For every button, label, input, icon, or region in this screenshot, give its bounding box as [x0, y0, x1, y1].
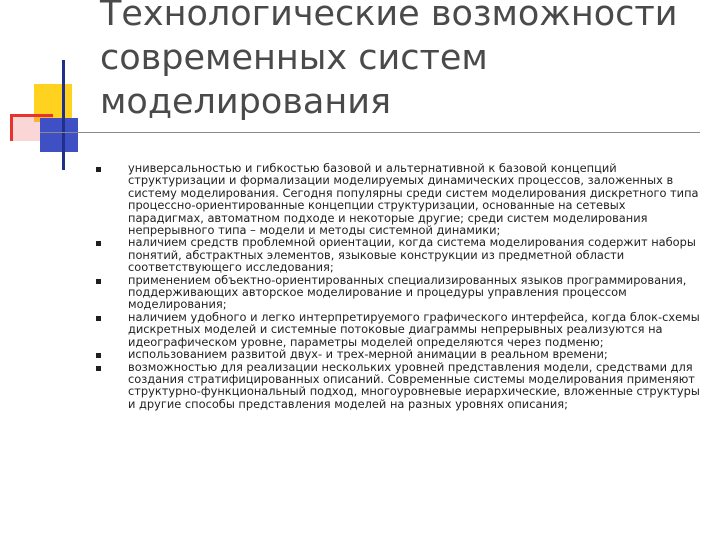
bullet-square-icon [96, 241, 101, 246]
logo-vertical-line [62, 60, 65, 170]
list-item [96, 274, 702, 311]
list-item-text: наличием средств проблемной ориентации, когда система моделирования содержит наборы понятий, абстрактных элементов, языковые конструкции из предметной области соответствующего исследования; [128, 235, 696, 275]
bullet-square-icon [96, 366, 101, 371]
bullet-square-icon [96, 279, 101, 284]
title-line: Технологические возможности [100, 0, 678, 34]
bullet-square-icon [96, 316, 101, 321]
list-item [96, 311, 702, 348]
list-item [96, 236, 702, 273]
list-item [96, 361, 702, 411]
list-item-text: универсальностью и гибкостью базовой и альтернативной к базовой концепций структуризации и формализации моделируемых динамических процессов, заложенных в систему моделирования. Сегодня популярны среди систем моделирования дискретного типа процессно-ориентированные концепции структуризации, основанные на сетевых парадигмах, автоматном подходе и некоторые другие; среди систем моделирования непрерывного типа – модели и методы системной динамики; [128, 161, 699, 238]
list-item-text: возможностью для реализации нескольких уровней представления модели, средствами для создания стратифицированных описаний. Современные системы моделирования применяют структурно-функциональный подход, многоуровневые иерархические, вложенные структуры и другие способы представления моделей на разных уровнях описания; [128, 359, 700, 411]
title-line: моделирования [100, 82, 392, 122]
list-item-text: наличием удобного и легко интерпретируемого графического интерфейса, когда блок-схемы дискретных моделей и системные потоковые диаграммы непрерывных реализуются на идеографическом уровне, параметры моделей определяются через подменю; [128, 309, 700, 349]
list-item [96, 162, 702, 236]
list-item-text: использованием развитой двух- и трех-мерной анимации в реальном времени; [128, 347, 608, 362]
bullet-square-icon [96, 353, 101, 358]
bullet-list [96, 162, 702, 410]
slide-title [100, 0, 700, 124]
logo-blue-square [40, 118, 78, 152]
title-line: современных систем [100, 38, 488, 78]
title-divider-line [40, 132, 700, 133]
list-item-text: применением объектно-ориентированных специализированных языков программирования, поддерживающих авторское моделирование и процедуры управления процессом моделирования; [128, 272, 687, 312]
bullet-square-icon [96, 167, 101, 172]
